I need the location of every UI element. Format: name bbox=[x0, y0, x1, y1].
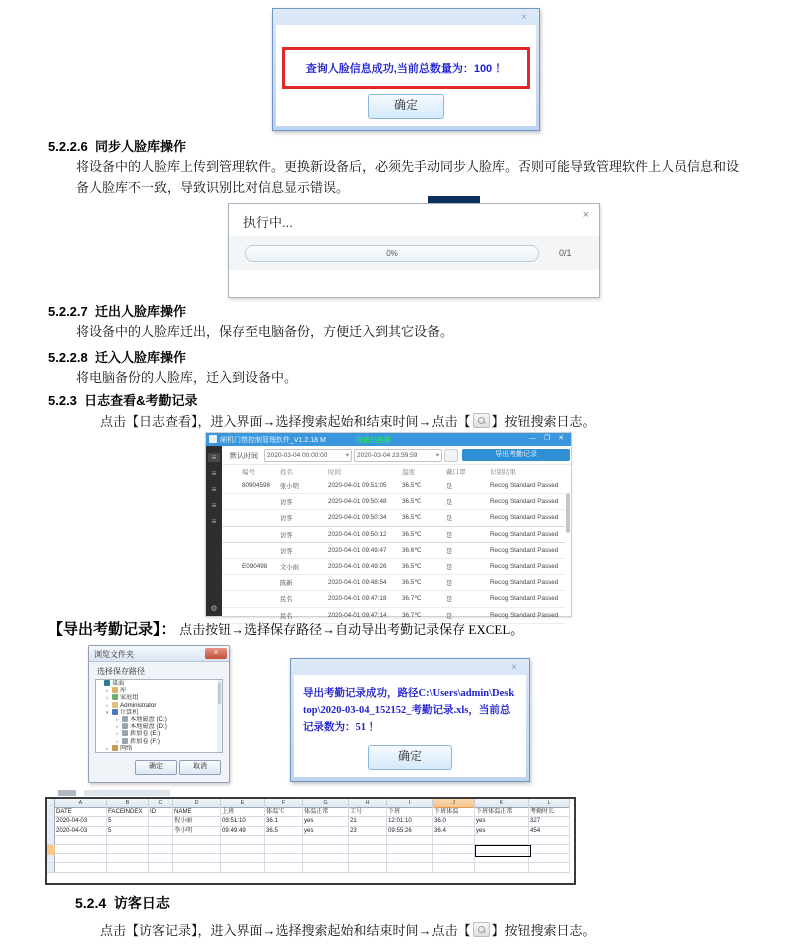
cell-mask: 是 bbox=[446, 612, 453, 620]
excel-ribbon-fragment bbox=[58, 790, 76, 796]
table-row[interactable] bbox=[222, 591, 565, 607]
tree-item-label: 库 bbox=[120, 687, 127, 695]
close-icon[interactable]: × bbox=[521, 12, 527, 23]
ok-button[interactable]: 确定 bbox=[368, 94, 444, 119]
column-header: 戴口罩 bbox=[446, 468, 466, 476]
excel-cell[interactable] bbox=[55, 845, 107, 854]
excel-column-headers bbox=[47, 799, 574, 807]
excel-cell[interactable] bbox=[529, 835, 570, 844]
excel-cell[interactable] bbox=[149, 845, 173, 854]
excel-cell[interactable]: 体温℃ bbox=[265, 807, 303, 817]
tree-item[interactable] bbox=[96, 716, 222, 723]
excel-cell[interactable] bbox=[387, 863, 433, 872]
cell-time: 2020-04-01 09:48:54 bbox=[328, 579, 387, 587]
excel-cell[interactable]: 36.0 bbox=[433, 816, 475, 826]
tree-item[interactable] bbox=[96, 680, 222, 687]
dialog-body bbox=[294, 675, 526, 777]
cell-time: 2020-04-01 09:50:48 bbox=[328, 498, 387, 506]
excel-cell[interactable] bbox=[529, 854, 570, 863]
cell-temperature: 36.6℃ bbox=[402, 546, 422, 554]
export-attendance-button[interactable]: 导出考勤记录 bbox=[462, 449, 570, 461]
excel-row bbox=[47, 835, 574, 844]
folder-icon bbox=[112, 702, 118, 708]
cell-mask: 是 bbox=[446, 483, 453, 491]
column-letter[interactable]: D bbox=[173, 799, 221, 808]
excel-row bbox=[47, 816, 574, 825]
excel-cell[interactable]: 倪小丽 bbox=[173, 816, 221, 826]
excel-row bbox=[47, 807, 574, 816]
excel-cell[interactable] bbox=[475, 835, 529, 844]
excel-cell[interactable] bbox=[55, 863, 107, 872]
cell-id: E090498 bbox=[242, 563, 268, 571]
column-letter[interactable]: A bbox=[55, 799, 107, 808]
column-letter[interactable]: G bbox=[303, 799, 349, 808]
cell-name: 访客 bbox=[280, 547, 293, 555]
excel-cell[interactable]: 上班 bbox=[221, 807, 265, 817]
tree-item-label: Administrator bbox=[120, 701, 157, 709]
row-header[interactable] bbox=[47, 835, 55, 844]
excel-cell[interactable] bbox=[529, 863, 570, 872]
excel-cell[interactable] bbox=[173, 835, 221, 844]
excel-cell[interactable]: 327 bbox=[529, 816, 570, 826]
excel-cell[interactable] bbox=[265, 863, 303, 872]
search-icon bbox=[473, 413, 490, 428]
folder-icon bbox=[122, 723, 128, 729]
dialog-prompt: 选择保存路径 bbox=[97, 667, 145, 676]
start-time-dropdown[interactable] bbox=[264, 449, 352, 462]
cell-result: Recog Standard Passed bbox=[490, 595, 559, 603]
close-icon[interactable]: × bbox=[582, 209, 589, 221]
tree-item[interactable] bbox=[96, 745, 222, 752]
excel-cell[interactable] bbox=[475, 863, 529, 872]
excel-cell[interactable]: 李小明 bbox=[173, 826, 221, 836]
excel-cell[interactable] bbox=[433, 845, 475, 854]
tree-item-label: 新加卷 (E:) bbox=[130, 730, 161, 738]
excel-rows bbox=[47, 807, 574, 873]
progress-counter: 0/1 bbox=[559, 248, 572, 258]
expand-arrow-icon[interactable]: ▾ bbox=[106, 709, 109, 716]
close-icon[interactable]: × bbox=[511, 662, 517, 673]
log-viewer-window bbox=[205, 432, 572, 620]
row-header[interactable] bbox=[47, 863, 55, 872]
excel-cell[interactable] bbox=[349, 845, 387, 854]
cell-temperature: 36.5℃ bbox=[402, 498, 422, 506]
cell-name: 文小雨 bbox=[280, 564, 299, 572]
excel-cell[interactable]: yes bbox=[303, 826, 349, 836]
cell-name: 访客 bbox=[280, 499, 293, 507]
column-letter[interactable]: H bbox=[349, 799, 387, 808]
expand-arrow-icon[interactable]: ▹ bbox=[116, 724, 119, 731]
folder-tree bbox=[95, 679, 223, 753]
excel-cell[interactable] bbox=[173, 863, 221, 872]
selected-row-header bbox=[47, 845, 55, 855]
body-text: 】按钮搜索日志。 bbox=[491, 923, 596, 938]
cell-id: 80904598 bbox=[242, 482, 271, 490]
excel-cell[interactable] bbox=[433, 835, 475, 844]
row-header[interactable] bbox=[47, 854, 55, 863]
excel-cell[interactable]: NAME bbox=[173, 807, 221, 817]
section-body-524 bbox=[100, 920, 720, 941]
log-table-rows bbox=[222, 478, 565, 620]
section-heading-5226: 5.2.2.6 同步人脸库操作 bbox=[48, 139, 186, 154]
cell-temperature: 36.7℃ bbox=[402, 611, 422, 619]
tree-item[interactable] bbox=[96, 738, 222, 745]
excel-sheet bbox=[45, 797, 576, 885]
ok-button[interactable]: 确定 bbox=[368, 745, 452, 770]
column-letter[interactable]: K bbox=[475, 799, 529, 808]
selected-cell[interactable] bbox=[475, 845, 531, 857]
cell-temperature: 36.5℃ bbox=[402, 482, 422, 490]
excel-cell[interactable] bbox=[265, 835, 303, 844]
progress-dialog bbox=[228, 203, 600, 298]
folder-icon bbox=[112, 687, 118, 693]
folder-icon bbox=[104, 680, 110, 686]
tree-item[interactable] bbox=[96, 687, 222, 694]
folder-icon bbox=[112, 745, 118, 751]
excel-cell[interactable] bbox=[107, 835, 149, 844]
query-result-dialog bbox=[272, 8, 540, 131]
excel-cell[interactable] bbox=[107, 854, 149, 863]
gear-icon[interactable]: ⚙ bbox=[210, 604, 218, 613]
excel-cell[interactable] bbox=[149, 854, 173, 863]
cell-temperature: 36.5℃ bbox=[402, 579, 422, 587]
close-icon[interactable]: × bbox=[205, 648, 227, 659]
folder-icon bbox=[112, 709, 118, 715]
excel-cell[interactable] bbox=[387, 854, 433, 863]
expand-arrow-icon[interactable]: ▹ bbox=[116, 738, 119, 745]
column-letter[interactable]: C bbox=[149, 799, 173, 808]
tree-item[interactable] bbox=[96, 730, 222, 737]
cell-name: 民名 bbox=[280, 612, 293, 620]
menu-icon[interactable]: ≡ bbox=[211, 501, 217, 510]
cancel-button[interactable]: 取消 bbox=[179, 760, 221, 775]
export-success-dialog bbox=[290, 658, 530, 782]
query-result-message: 查询人脸信息成功,当前总数量为：100 ！ bbox=[282, 47, 530, 89]
excel-ribbon-fragment bbox=[84, 790, 170, 796]
table-row[interactable] bbox=[222, 494, 565, 510]
cell-result: Recog Standard Passed bbox=[490, 482, 559, 490]
excel-cell[interactable]: 下班 bbox=[387, 807, 433, 817]
expand-arrow-icon[interactable]: ▹ bbox=[116, 731, 119, 738]
column-letter[interactable]: L bbox=[529, 799, 570, 808]
expand-arrow-icon[interactable]: ▹ bbox=[106, 688, 109, 695]
tree-item[interactable] bbox=[96, 723, 222, 730]
table-row[interactable] bbox=[222, 510, 565, 526]
cell-time: 2020-04-01 09:50:12 bbox=[328, 530, 387, 538]
section-heading-523: 5.2.3 日志查看&考勤记录 bbox=[48, 393, 198, 408]
cell-time: 2020-04-01 09:49:47 bbox=[328, 546, 387, 554]
column-header: 时间 bbox=[328, 468, 341, 476]
search-icon bbox=[473, 922, 490, 937]
cell-time: 2020-04-01 09:51:05 bbox=[328, 482, 387, 490]
excel-cell[interactable] bbox=[149, 835, 173, 844]
cell-temperature: 36.7℃ bbox=[402, 595, 422, 603]
body-text: 点击【访客记录】，进入界面→选择搜索起始和结束时间→点击【 bbox=[100, 923, 471, 938]
excel-cell[interactable]: FACEINDEX bbox=[107, 807, 149, 817]
excel-cell[interactable] bbox=[173, 845, 221, 854]
tree-item-label: 计算机 bbox=[120, 708, 139, 716]
tree-item-label: 新加卷 (F:) bbox=[130, 737, 160, 745]
excel-cell[interactable]: 454 bbox=[529, 826, 570, 836]
excel-cell[interactable] bbox=[221, 863, 265, 872]
excel-cell[interactable]: 09:49:49 bbox=[221, 826, 265, 836]
excel-cell[interactable] bbox=[303, 835, 349, 844]
cell-result: Recog Standard Passed bbox=[490, 563, 559, 571]
excel-cell[interactable]: 下班体温 bbox=[433, 807, 475, 817]
excel-cell[interactable]: yes bbox=[303, 816, 349, 826]
excel-cell[interactable] bbox=[387, 835, 433, 844]
cell-temperature: 36.5℃ bbox=[402, 514, 422, 522]
excel-cell[interactable] bbox=[265, 854, 303, 863]
end-time-value: 2020-03-04 23:59:59 bbox=[357, 452, 418, 459]
ok-button[interactable]: 确定 bbox=[135, 760, 177, 775]
excel-cell[interactable] bbox=[303, 854, 349, 863]
excel-cell[interactable]: 09:51:10 bbox=[221, 816, 265, 826]
tree-item[interactable] bbox=[96, 702, 222, 709]
excel-cell[interactable]: 下班体温正常 bbox=[475, 807, 529, 817]
app-icon bbox=[209, 435, 217, 443]
column-letter[interactable]: B bbox=[107, 799, 149, 808]
cell-name: 张小明 bbox=[280, 483, 299, 491]
progress-bar: 0% bbox=[245, 245, 539, 262]
tree-item-label: 家庭组 bbox=[120, 694, 139, 702]
column-letter[interactable]: F bbox=[265, 799, 303, 808]
cell-result: Recog Standard Passed bbox=[490, 579, 559, 587]
excel-cell[interactable]: 2020-04-03 bbox=[55, 816, 107, 826]
excel-cell[interactable] bbox=[387, 845, 433, 854]
log-table-header bbox=[222, 464, 565, 478]
table-row[interactable] bbox=[222, 527, 565, 543]
app-sidebar bbox=[206, 446, 222, 616]
excel-cell[interactable] bbox=[349, 854, 387, 863]
column-header: 姓名 bbox=[280, 468, 293, 476]
excel-cell[interactable]: 5 bbox=[107, 816, 149, 826]
tree-item-label: 本地磁盘 (D:) bbox=[130, 723, 167, 731]
excel-cell[interactable]: yes bbox=[475, 816, 529, 826]
cell-time: 2020-04-01 09:49:26 bbox=[328, 563, 387, 571]
excel-cell[interactable]: 体温正常 bbox=[303, 807, 349, 817]
dialog-body bbox=[276, 25, 536, 126]
cell-mask: 是 bbox=[446, 515, 453, 523]
cell-mask: 是 bbox=[446, 596, 453, 604]
app-titlebar bbox=[206, 433, 571, 446]
cell-name: 民名 bbox=[280, 596, 293, 604]
excel-cell[interactable] bbox=[349, 863, 387, 872]
export-success-message: 导出考勤记录成功，路径C:\Users\admin\Desktop\2020-03-04_152152_考勤记录.xls，当前总记录数为：51 ！ bbox=[303, 688, 515, 733]
cell-result: Recog Standard Passed bbox=[490, 514, 559, 522]
folder-icon bbox=[122, 730, 128, 736]
tree-item[interactable] bbox=[96, 694, 222, 701]
excel-cell[interactable] bbox=[221, 854, 265, 863]
cell-time: 2020-04-01 09:47:18 bbox=[328, 595, 387, 603]
cell-name: 访客 bbox=[280, 531, 293, 539]
scrollbar[interactable] bbox=[566, 493, 570, 533]
section-body-5227: 将设备中的人脸库迁出，保存至电脑备份，方便迁入到其它设备。 bbox=[76, 324, 454, 339]
start-time-value: 2020-03-04 00:00:00 bbox=[267, 452, 328, 459]
menu-icon[interactable]: ≡ bbox=[211, 517, 217, 526]
cell-temperature: 36.5℃ bbox=[402, 530, 422, 538]
cell-mask: 是 bbox=[446, 580, 453, 588]
column-letter[interactable]: E bbox=[221, 799, 265, 808]
excel-cell[interactable]: 36.1 bbox=[265, 816, 303, 826]
export-heading-line bbox=[48, 618, 523, 639]
section-heading-524: 5.2.4 访客日志 bbox=[75, 895, 170, 911]
excel-cell[interactable] bbox=[433, 854, 475, 863]
expand-arrow-icon[interactable]: ▹ bbox=[106, 695, 109, 702]
app-toolbar bbox=[222, 446, 571, 465]
excel-cell[interactable]: 09:55:26 bbox=[387, 826, 433, 836]
excel-cell[interactable] bbox=[303, 845, 349, 854]
search-button[interactable] bbox=[444, 449, 458, 462]
excel-cell[interactable] bbox=[265, 845, 303, 854]
excel-row bbox=[47, 826, 574, 835]
excel-cell[interactable] bbox=[55, 835, 107, 844]
folder-icon bbox=[122, 716, 128, 722]
excel-cell[interactable]: 21 bbox=[349, 816, 387, 826]
expand-arrow-icon[interactable]: ▹ bbox=[116, 716, 119, 723]
expand-arrow-icon[interactable]: ▹ bbox=[106, 702, 109, 709]
body-text: 点击【日志查看】，进入界面→选择搜索起始和结束时间→点击【 bbox=[100, 414, 471, 429]
cell-time: 2020-04-01 09:50:34 bbox=[328, 514, 387, 522]
body-text: 】按钮搜索日志。 bbox=[491, 414, 596, 429]
dialog-titlebar bbox=[89, 646, 229, 662]
export-label: 【导出考勤记录】： bbox=[48, 621, 176, 638]
cell-mask: 是 bbox=[446, 499, 453, 507]
tree-item[interactable] bbox=[96, 709, 222, 716]
menu-icon[interactable]: ≡ bbox=[211, 485, 217, 494]
end-time-dropdown[interactable] bbox=[354, 449, 442, 462]
dialog-title: 浏览文件夹 bbox=[94, 650, 134, 659]
excel-cell[interactable]: 5 bbox=[107, 826, 149, 836]
excel-cell[interactable] bbox=[221, 835, 265, 844]
tree-item-label: 网络 bbox=[120, 744, 133, 752]
scrollbar[interactable] bbox=[217, 680, 222, 752]
excel-cell[interactable] bbox=[173, 854, 221, 863]
cell-result: Recog Standard Passed bbox=[490, 546, 559, 554]
expand-arrow-icon[interactable]: ▹ bbox=[106, 745, 109, 752]
time-label: 默认时间 bbox=[230, 453, 258, 460]
chevron-down-icon: ▾ bbox=[435, 452, 439, 459]
cell-name: 访客 bbox=[280, 515, 293, 523]
cell-result: Recog Standard Passed bbox=[490, 530, 559, 538]
folder-icon bbox=[122, 738, 128, 744]
excel-cell[interactable]: 36.5 bbox=[265, 826, 303, 836]
column-header: 编号 bbox=[242, 468, 255, 476]
excel-cell[interactable]: yes bbox=[475, 826, 529, 836]
section-body-5228: 将电脑备份的人脸库，迁入到设备中。 bbox=[76, 370, 298, 385]
browse-folder-dialog bbox=[88, 645, 230, 783]
folder-icon bbox=[112, 694, 118, 700]
cell-name: 陈新 bbox=[280, 580, 293, 588]
excel-cell[interactable]: 23 bbox=[349, 826, 387, 836]
cell-time: 2020-04-01 09:47:14 bbox=[328, 611, 387, 619]
section-body-523 bbox=[100, 411, 720, 432]
table-row[interactable] bbox=[222, 478, 565, 494]
column-header: 识别结果 bbox=[490, 468, 516, 476]
excel-cell[interactable]: 12:01:10 bbox=[387, 816, 433, 826]
window-controls-icons[interactable]: — ❐ ✕ bbox=[528, 435, 567, 442]
excel-cell[interactable] bbox=[149, 863, 173, 872]
excel-row bbox=[47, 863, 574, 872]
excel-cell[interactable]: 工号 bbox=[349, 807, 387, 817]
device-status: 设备已连接 bbox=[356, 437, 391, 444]
menu-icon[interactable]: ≡ bbox=[208, 453, 220, 462]
table-row[interactable] bbox=[222, 575, 565, 591]
column-letter[interactable]: J bbox=[433, 799, 475, 808]
excel-cell[interactable]: DATE bbox=[55, 807, 107, 817]
cell-mask: 是 bbox=[446, 531, 453, 539]
excel-cell[interactable] bbox=[55, 854, 107, 863]
table-row[interactable] bbox=[222, 559, 565, 575]
excel-cell[interactable]: ID bbox=[149, 807, 173, 817]
section-body-5226: 将设备中的人脸库上传到管理软件。更换新设备后，必须先手动同步人脸库。否则可能导致管理软件上人员信息和设备人脸库不一致，导致识别比对信息显示错误。 bbox=[76, 159, 740, 195]
section-heading-5228: 5.2.2.8 迁入人脸库操作 bbox=[48, 350, 186, 365]
excel-cell[interactable] bbox=[433, 863, 475, 872]
excel-cell[interactable] bbox=[107, 845, 149, 854]
tree-item-label: 桌面 bbox=[112, 680, 125, 687]
excel-cell[interactable]: 2020-04-03 bbox=[55, 826, 107, 836]
cell-mask: 是 bbox=[446, 564, 453, 572]
excel-cell[interactable] bbox=[107, 863, 149, 872]
tree-item-label: 本地磁盘 (C:) bbox=[130, 715, 167, 723]
cell-mask: 是 bbox=[446, 547, 453, 555]
column-header: 温度 bbox=[402, 468, 415, 476]
progress-title: 执行中... bbox=[243, 215, 293, 230]
cell-temperature: 36.5℃ bbox=[402, 563, 422, 571]
excel-cell[interactable] bbox=[303, 863, 349, 872]
excel-cell[interactable]: 考勤时长 bbox=[529, 807, 570, 817]
column-letter[interactable]: I bbox=[387, 799, 433, 808]
cell-result: Recog Standard Passed bbox=[490, 611, 559, 619]
scrollbar-thumb[interactable] bbox=[218, 682, 221, 704]
cell-result: Recog Standard Passed bbox=[490, 498, 559, 506]
excel-cell[interactable]: 36.4 bbox=[433, 826, 475, 836]
chevron-down-icon: ▾ bbox=[345, 452, 349, 459]
excel-cell[interactable] bbox=[221, 845, 265, 854]
export-body: 点击按钮→选择保存路径→自动导出考勤记录保存 EXCEL。 bbox=[179, 622, 524, 637]
table-row[interactable] bbox=[222, 543, 565, 559]
section-heading-5227: 5.2.2.7 迁出人脸库操作 bbox=[48, 304, 186, 319]
app-title: 闸机门禁控制管理软件_V1.2.18 M bbox=[220, 437, 326, 444]
excel-cell[interactable] bbox=[529, 845, 570, 854]
menu-icon[interactable]: ≡ bbox=[211, 469, 217, 478]
excel-cell[interactable] bbox=[349, 835, 387, 844]
